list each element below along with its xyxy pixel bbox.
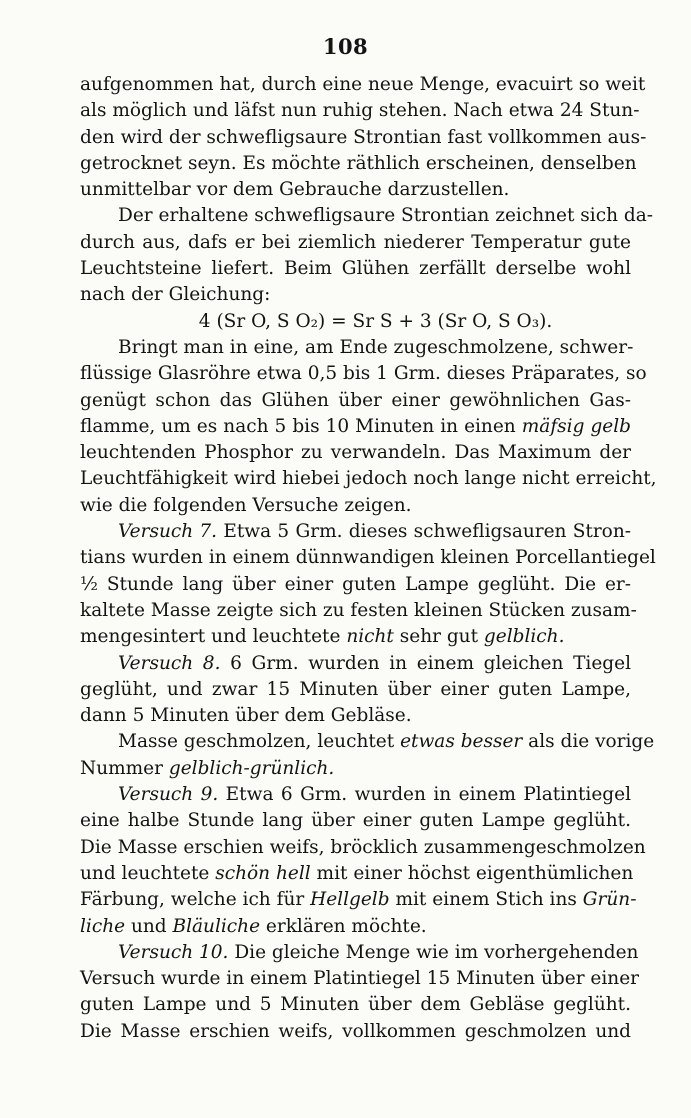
text-segment: Leuchtfähigkeit wird hiebei jedoch noch lange nicht erreicht, [80,468,657,490]
text-segment: und leuchtete [80,862,216,884]
italic-text: liche [80,915,126,937]
italic-text: Versuch 8. [118,652,221,674]
text-segment: mengesintert und leuchtete [80,626,347,648]
text-line [80,703,631,729]
text-line [80,361,647,387]
text-line [80,545,656,571]
italic-text: Versuch 7. [118,521,218,543]
italic-text: Versuch 9. [118,784,219,806]
text-segment: dann 5 Minuten über dem Gebläse. [80,705,412,727]
text-segment: Die Masse erschien weifs, bröcklich zusammengeschmolzen [80,836,646,858]
text-segment: Etwa 6 Grm. wurden in einem Platintiegel [218,784,631,806]
text-segment: Die Masse erschien weifs, vollkommen geschmolzen und [80,1020,631,1042]
text-line [80,230,631,256]
text-line [80,493,631,519]
text-segment: geglüht, und zwar 15 Minuten über einer guten Lampe, [80,678,631,700]
text-segment: mit einer höchst eigenthümlichen [310,862,634,884]
text-segment: als möglich und läfst nun ruhig stehen. Nach etwa 24 Stun- [80,100,640,122]
text-line [80,729,655,755]
text-line [80,756,631,782]
text-line [80,335,634,361]
text-line [80,151,637,177]
chemical-equation [80,309,631,335]
text-line [80,414,631,440]
text-line [80,624,631,650]
text-segment: kaltete Masse zeigte sich zu festen kleinen Stücken zusam- [80,599,637,621]
text-line [80,677,631,703]
text-segment: erklären möchte. [260,915,427,937]
text-segment: Masse geschmolzen, leuchtet [118,731,401,753]
text-segment: Etwa 5 Grm. dieses schwefligsauren Stron- [217,521,631,543]
text-line [80,125,647,151]
text-segment: flüssige Glasröhre etwa 0,5 bis 1 Grm. dieses Präparates, so [80,363,647,385]
text-segment: flamme, um es nach 5 bis 10 Minuten in einen [80,415,522,437]
text-segment: Färbung, welche ich für [80,889,311,911]
italic-text: Hellgelb [310,889,390,911]
text-segment: guten Lampe und 5 Minuten über dem Gebläse geglüht. [80,994,631,1016]
text-line [80,98,640,124]
text-segment: Versuch wurde in einem Platintiegel 15 Minuten über einer [80,968,639,990]
text-segment: eine halbe Stunde lang über einer guten Lampe geglüht. [80,810,631,832]
italic-text: nicht [346,626,394,648]
text-line [80,203,653,229]
text-line [80,72,646,98]
text-line [80,177,631,203]
body-text [80,72,657,1045]
text-line [80,440,631,466]
italic-text: Versuch 10. [118,941,229,963]
text-line [80,572,631,598]
text-line [80,519,631,545]
italic-text: gelblich-grünlich. [168,757,335,779]
text-line [80,940,639,966]
text-line [80,1019,631,1045]
italic-text: mäfsig gelb [521,415,632,437]
text-line [80,282,631,308]
text-segment: Der erhaltene schwefligsaure Strontian zeichnet sich da- [118,205,653,227]
text-segment: und [125,915,173,937]
text-segment: getrocknet seyn. Es möchte räthlich erscheinen, denselben [80,152,637,174]
text-segment: Bringt man in eine, am Ende zugeschmolzene, schwer- [118,336,634,358]
italic-text: Grün- [582,889,637,911]
text-line [80,808,631,834]
italic-text: Bläuliche [172,915,261,937]
text-segment: sehr gut [393,626,484,648]
text-line [80,256,631,282]
text-segment: 6 Grm. wurden in einem gleichen Tiegel [220,652,631,674]
text-segment: unmittelbar vor dem Gebrauche darzustellen. [80,179,510,201]
text-segment: Nummer [80,757,169,779]
text-segment: wie die folgenden Versuche zeigen. [80,494,412,516]
text-segment: nach der Gleichung: [80,284,271,306]
text-line [80,651,631,677]
text-line [80,598,637,624]
text-segment: durch aus, dafs er bei ziemlich niederer Temperatur gute [80,231,631,253]
italic-text: etwas besser [400,731,523,753]
text-line [80,835,646,861]
text-line [80,966,639,992]
text-segment: genügt schon das Glühen über einer gewöhnlichen Gas- [80,389,631,411]
page-number: 108 [322,34,369,59]
text-line [80,914,631,940]
text-segment: mit einem Stich ins [389,889,583,911]
text-segment: ½ Stunde lang über einer guten Lampe geglüht. Die er- [80,573,631,595]
text-segment: 4 (Sr O, S O₂) = Sr S + 3 (Sr O, S O₃). [198,310,553,332]
italic-text: schön hell [215,862,311,884]
text-segment: aufgenommen hat, durch eine neue Menge, evacuirt so weit [80,74,646,95]
text-line [80,782,631,808]
text-segment: Leuchtsteine liefert. Beim Glühen zerfällt derselbe wohl [80,258,631,280]
italic-text: gelblich. [483,626,565,648]
text-segment: leuchtenden Phosphor zu verwandeln. Das Maximum der [80,442,631,464]
text-segment: tians wurden in einem dünnwandigen kleinen Porcellantiegel [80,547,656,569]
text-line [80,887,637,913]
text-line [80,388,631,414]
text-segment: den wird der schwefligsaure Strontian fast vollkommen aus- [80,126,647,148]
text-line [80,861,634,887]
text-line [80,466,657,492]
text-segment: als die vorige [522,731,655,753]
text-segment: Die gleiche Menge wie im vorhergehenden [228,941,639,963]
text-line [80,992,631,1018]
